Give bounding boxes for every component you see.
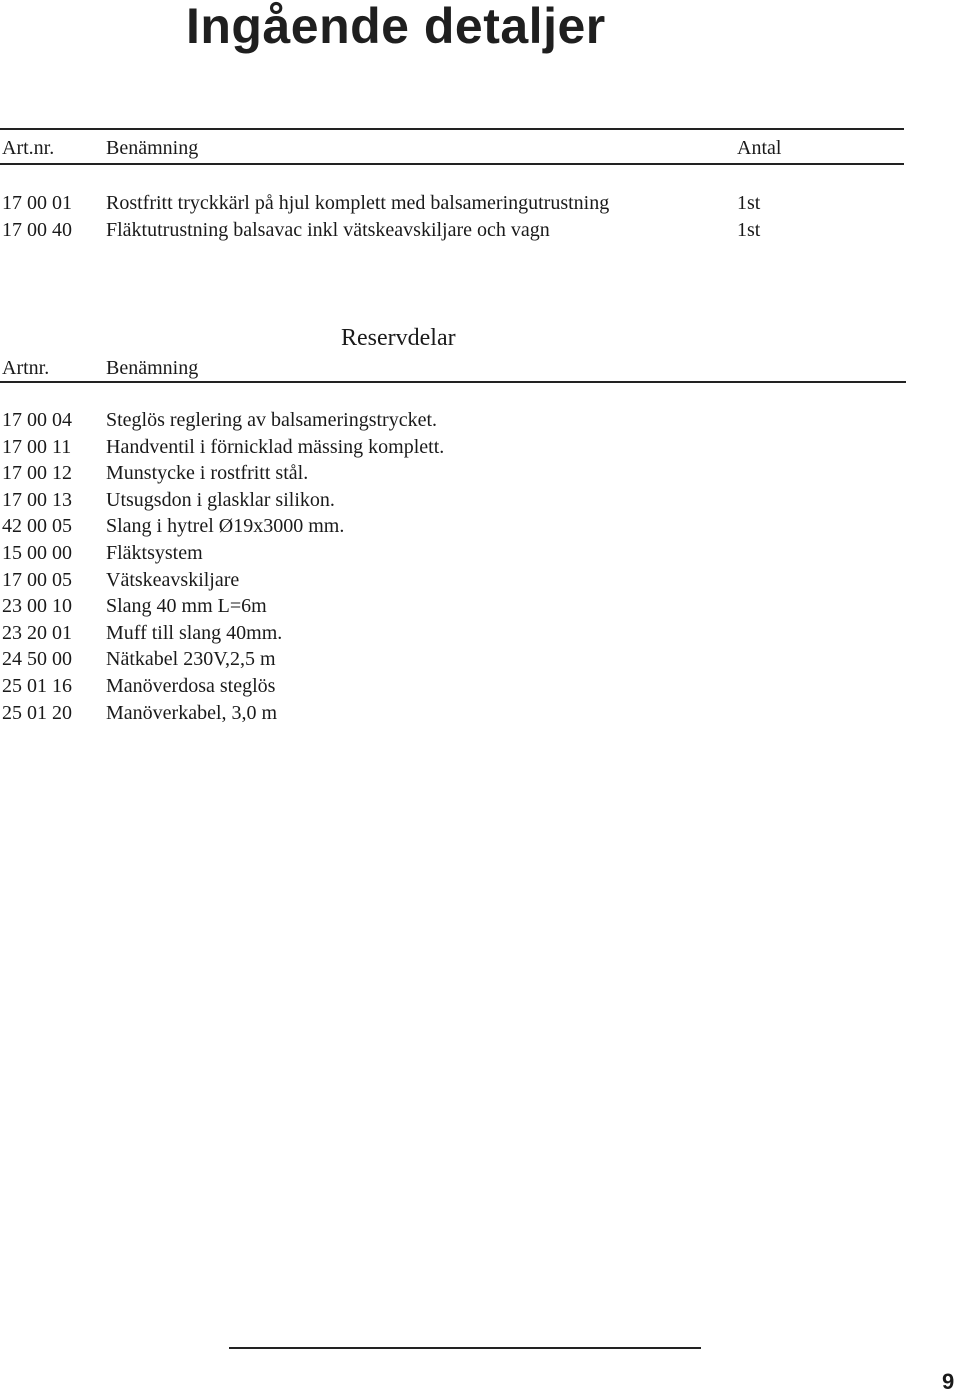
art-number: 25 01 20 [2,702,72,724]
item-name: Rostfritt tryckkärl på hjul komplett med balsameringutrustning [106,192,610,214]
spare-header-rule [0,381,906,383]
part-name: Steglös reglering av balsameringstrycket. [106,409,438,431]
part-name: Slang i hytrel Ø19x3000 mm. [106,515,345,537]
header-bottom-rule [0,163,904,165]
art-number: 23 20 01 [2,622,72,644]
spare-part-row [0,593,960,620]
part-name: Vätskeavskiljare [106,569,240,591]
spare-part-row [0,513,960,540]
part-name: Munstycke i rostfritt stål. [106,462,309,484]
included-row [0,190,960,217]
item-quantity: 1st [737,219,761,241]
art-number: 17 00 40 [2,219,72,241]
art-number: 17 00 13 [2,489,72,511]
spare-part-row [0,620,960,647]
art-number: 17 00 05 [2,569,72,591]
spare-part-row [0,460,960,487]
spare-part-row [0,407,960,434]
spare-part-row [0,487,960,514]
art-number: 17 00 01 [2,192,72,214]
spare-header-art: Artnr. [2,357,50,379]
art-number: 15 00 00 [2,542,72,564]
part-name: Manöverkabel, 3,0 m [106,702,278,724]
art-number: 17 00 12 [2,462,72,484]
spare-part-row [0,646,960,673]
spare-part-row [0,434,960,461]
spare-part-row [0,673,960,700]
part-name: Slang 40 mm L=6m [106,595,267,617]
included-header-art: Art.nr. [2,137,55,159]
art-number: 24 50 00 [2,648,72,670]
part-name: Nätkabel 230V,2,5 m [106,648,276,670]
spare-part-row [0,567,960,594]
part-name: Handventil i förnicklad mässing komplett. [106,436,445,458]
part-name: Manöverdosa steglös [106,675,276,697]
spare-header-name: Benämning [106,357,199,379]
spare-part-row [0,700,960,727]
part-name: Muff till slang 40mm. [106,622,283,644]
art-number: 42 00 05 [2,515,72,537]
part-name: Utsugsdon i glasklar silikon. [106,489,335,511]
spare-parts-title: Reservdelar [341,325,456,351]
included-header-name: Benämning [106,137,199,159]
spare-part-row [0,540,960,567]
part-name: Fläktsystem [106,542,203,564]
included-header-qty: Antal [737,137,782,159]
header-top-rule [0,128,904,130]
item-quantity: 1st [737,192,761,214]
art-number: 17 00 04 [2,409,72,431]
art-number: 25 01 16 [2,675,72,697]
footer-rule [229,1347,701,1349]
art-number: 23 00 10 [2,595,72,617]
page-title: Ingående detaljer [186,0,606,54]
included-row [0,217,960,244]
art-number: 17 00 11 [2,436,72,458]
item-name: Fläktutrustning balsavac inkl vätskeavskiljare och vagn [106,219,550,241]
page-number: 9 [942,1369,955,1394]
